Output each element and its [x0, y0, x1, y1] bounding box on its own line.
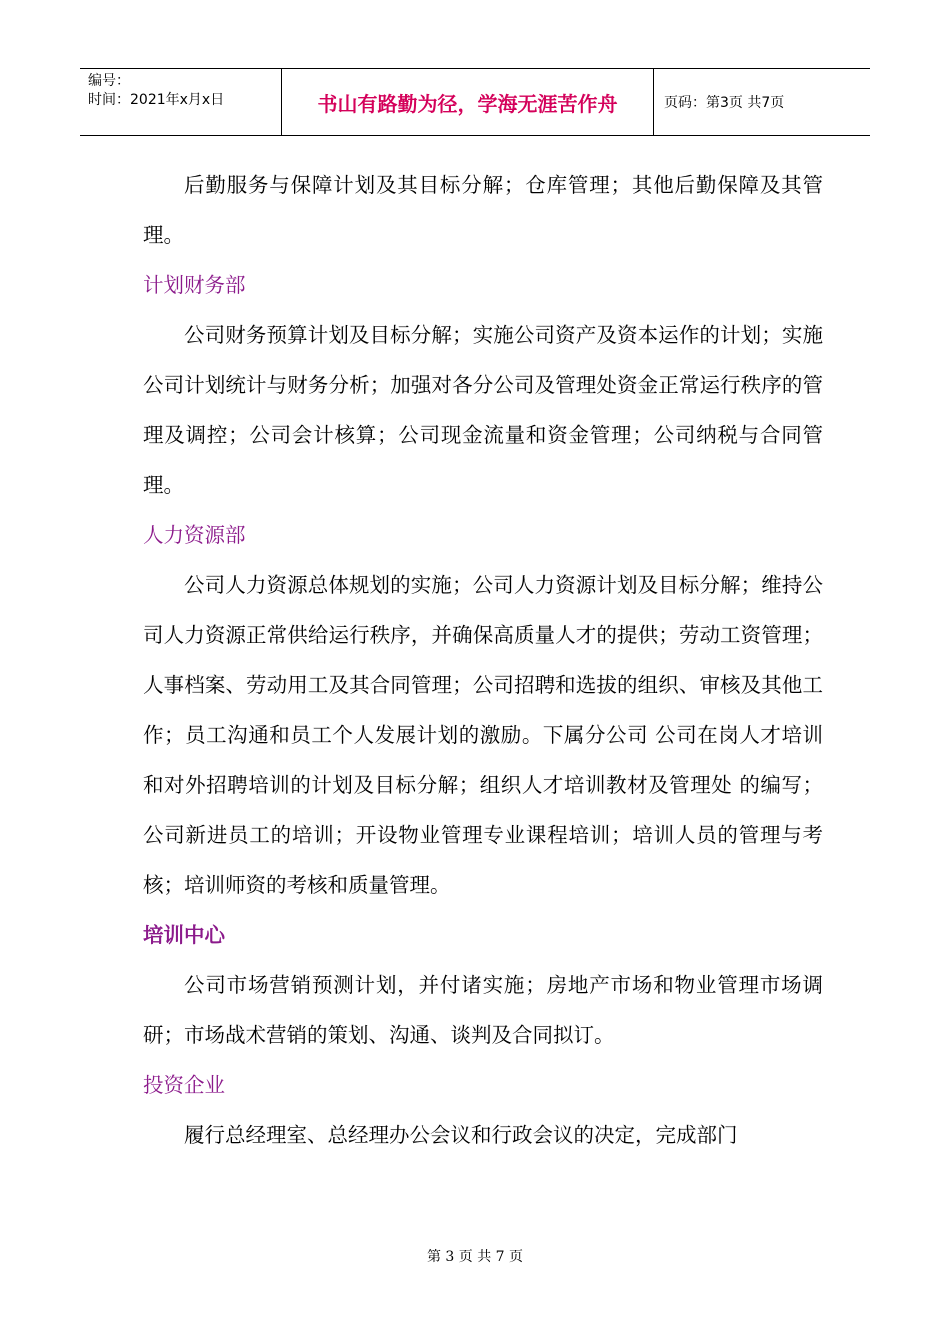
body-paragraph: 公司财务预算计划及目标分解；实施公司资产及资本运作的计划；实施公司计划统计与财务分析；加强对各分公司及管理处资金正常运行秩序的管理及调控；公司会计核算；公司现金流量和资金管理；公司纳税与合同管理。: [143, 323, 823, 497]
page-header: [80, 68, 870, 136]
document-date: 时间：2021年x月x日: [88, 92, 225, 108]
page-footer: 第 3 页 共 7 页: [426, 1249, 524, 1265]
section-heading-investment: 投资企业: [143, 1073, 225, 1097]
header-motto: 书山有路勤为径，学海无涯苦作舟: [282, 69, 654, 135]
body-paragraph: 后勤服务与保障计划及其目标分解；仓库管理；其他后勤保障及其管理。: [143, 173, 823, 247]
header-page-info: 页码：第3页 共7页: [664, 95, 785, 111]
header-meta: [80, 69, 282, 135]
document-body: [143, 160, 823, 1160]
document-number-label: 编号：: [88, 73, 130, 89]
section-heading-training: 培训中心: [143, 923, 225, 947]
section-heading-hr: 人力资源部: [143, 523, 246, 547]
body-paragraph: 公司人力资源总体规划的实施；公司人力资源计划及目标分解；维持公司人力资源正常供给运行秩序，并确保高质量人才的提供；劳动工资管理；人事档案、劳动用工及其合同管理；公司招聘和选拔的组织、审核及其他工作；员工沟通和员工个人发展计划的激励。下属分公司 公司在岗人才培训和对外招聘培训的计划及目标分解；组织人才培训教材及管理处 的编写；公司新进员工的培训；开设物业管理专业课程培训；培训人员的管理与考核；培训师资的考核和质量管理。: [143, 573, 823, 897]
section-heading-finance: 计划财务部: [143, 273, 246, 297]
body-paragraph: 公司市场营销预测计划，并付诸实施；房地产市场和物业管理市场调研；市场战术营销的策划、沟通、谈判及合同拟订。: [143, 973, 823, 1047]
body-paragraph: 履行总经理室、总经理办公会议和行政会议的决定，完成部门: [184, 1123, 738, 1147]
